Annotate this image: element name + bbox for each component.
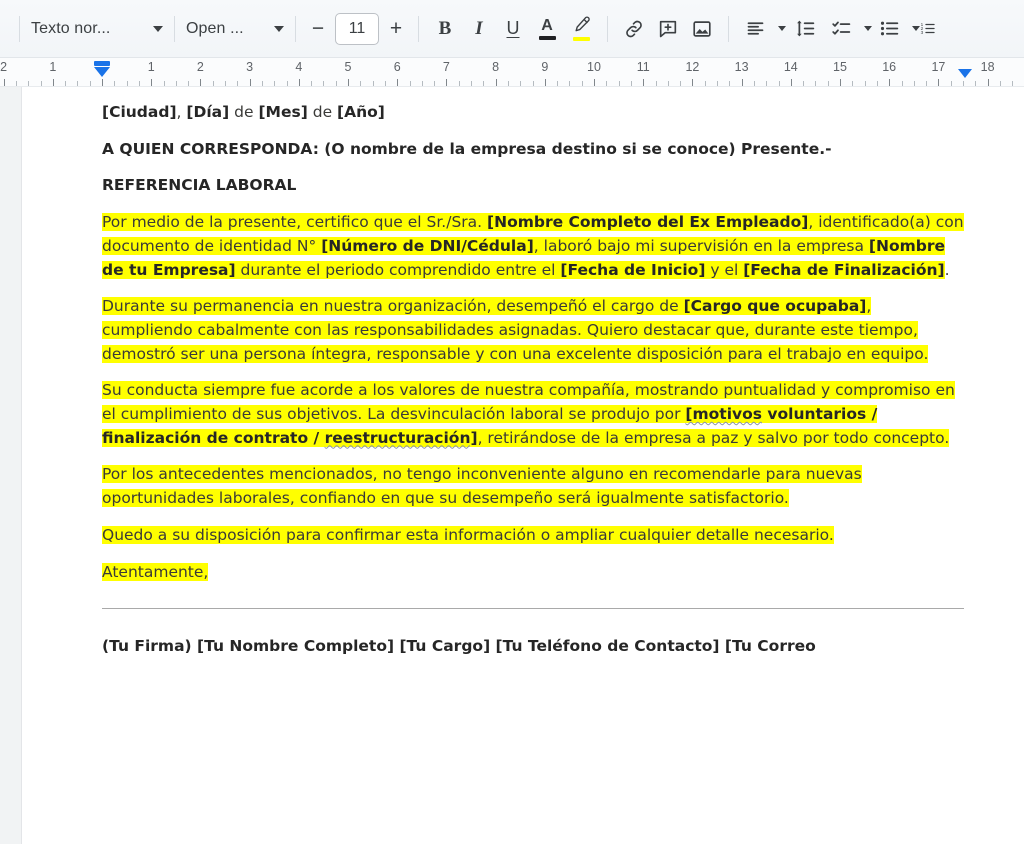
ruler-number: 15 xyxy=(833,60,847,74)
p1-placeholder-company-name: [Nombre de tu Empresa] xyxy=(102,236,946,279)
chevron-down-icon xyxy=(274,26,284,32)
date-day: [Día] xyxy=(186,103,230,121)
paragraph-style-label: Texto nor... xyxy=(31,19,111,37)
ruler-tick xyxy=(606,81,607,86)
ruler-tick xyxy=(311,81,312,86)
chevron-down-icon xyxy=(153,26,163,32)
ruler-tick xyxy=(213,81,214,86)
bulleted-list-button[interactable] xyxy=(872,12,906,46)
insert-link-button[interactable] xyxy=(617,12,651,46)
ruler-number: 1 xyxy=(147,60,155,74)
toolbar-divider xyxy=(19,16,20,42)
document-body[interactable] xyxy=(22,87,1024,659)
ruler-tick xyxy=(545,79,546,86)
ruler-tick xyxy=(742,79,743,86)
ruler-tick xyxy=(139,81,140,86)
ruler-number: 14 xyxy=(783,60,798,74)
text-align-control[interactable] xyxy=(738,12,786,46)
paragraph-date-line[interactable] xyxy=(102,101,964,125)
ruler-tick xyxy=(65,81,66,86)
toolbar-divider xyxy=(607,16,608,42)
p3-placeholder-reason-start: [motivos xyxy=(685,405,763,424)
ruler-tick xyxy=(815,81,816,86)
underline-button[interactable] xyxy=(496,12,530,46)
p1-text-3: , laboró bajo mi supervisión en la empresa xyxy=(533,236,869,255)
font-size-stepper xyxy=(305,13,409,45)
ruler-tick xyxy=(102,79,103,86)
ruler-tick xyxy=(594,79,595,86)
date-year: [Año] xyxy=(337,103,385,121)
ruler-tick xyxy=(151,79,152,86)
paragraph-2[interactable] xyxy=(102,295,964,366)
ruler-tick xyxy=(766,81,767,86)
ruler-tick xyxy=(299,79,300,86)
ruler-tick xyxy=(323,81,324,86)
paragraph-style-dropdown[interactable] xyxy=(29,12,165,46)
increase-font-size-button[interactable]: + xyxy=(389,17,403,40)
text-color-icon xyxy=(539,18,556,40)
font-family-label: Open ... xyxy=(186,19,244,37)
ruler-tick xyxy=(668,81,669,86)
p1-text-1: Por medio de la presente, certifico que el Sr./Sra. xyxy=(102,213,488,232)
ruler-tick xyxy=(471,81,472,86)
p2-text-1: Durante su permanencia en nuestra organización, desempeñó el cargo de xyxy=(102,297,684,316)
ruler-tick xyxy=(520,81,521,86)
underline-icon: U xyxy=(506,18,520,38)
bulleted-list-control[interactable] xyxy=(872,12,920,46)
ruler-tick xyxy=(385,81,386,86)
checklist-icon xyxy=(831,18,852,39)
ruler-tick xyxy=(348,79,349,86)
toolbar-divider xyxy=(418,16,419,42)
ruler-tick xyxy=(508,81,509,86)
ruler-tick xyxy=(975,81,976,86)
ruler-tick xyxy=(803,81,804,86)
ruler-number: 2 xyxy=(0,60,8,74)
p2-text-2: , cumpliendo cabalmente con las responsabilidades asignadas. Quiero destacar que, durante este tiempo, demostró ser una persona íntegra, responsable y con una excelente disposición para el trabajo en equipo. xyxy=(102,297,929,363)
left-indent-bar xyxy=(94,61,110,66)
ruler-tick xyxy=(41,81,42,86)
ruler-tick xyxy=(619,81,620,86)
ruler-number: 8 xyxy=(492,60,500,74)
ruler-tick xyxy=(865,81,866,86)
paragraph-5[interactable] xyxy=(102,524,964,548)
ruler-tick xyxy=(53,79,54,86)
ruler-tick xyxy=(114,81,115,86)
ruler-number: 7 xyxy=(442,60,450,74)
ruler-tick xyxy=(643,79,644,86)
ruler-tick xyxy=(631,81,632,86)
checklist-button[interactable] xyxy=(824,12,858,46)
ruler-tick xyxy=(28,81,29,86)
ruler-tick xyxy=(459,81,460,86)
ruler-tick xyxy=(483,81,484,86)
ruler-tick xyxy=(569,81,570,86)
p3-placeholder-bracket: ] xyxy=(470,428,478,447)
ruler-tick xyxy=(422,81,423,86)
ruler-tick xyxy=(1000,81,1001,86)
ruler-tick xyxy=(705,81,706,86)
ruler-number: 2 xyxy=(196,60,204,74)
line-spacing-button[interactable] xyxy=(786,12,824,46)
toolbar-divider xyxy=(174,16,175,42)
highlighter-icon xyxy=(571,16,591,41)
paragraph-3[interactable] xyxy=(102,379,964,450)
bold-button[interactable] xyxy=(428,12,462,46)
ruler-tick xyxy=(692,79,693,86)
ruler-number: 18 xyxy=(980,60,995,74)
p1-text-6: . xyxy=(944,260,950,279)
ruler-number: 4 xyxy=(295,60,303,74)
text-color-swatch xyxy=(539,36,556,40)
ruler-tick xyxy=(127,81,128,86)
text-color-button[interactable] xyxy=(530,12,564,46)
p1-placeholder-end-date: [Fecha de Finalización] xyxy=(743,260,945,279)
date-month: [Mes] xyxy=(258,103,308,121)
ruler-tick xyxy=(250,79,251,86)
ruler-tick xyxy=(4,79,5,86)
ruler-tick xyxy=(446,79,447,86)
paragraph-1[interactable] xyxy=(102,211,964,282)
ruler-tick xyxy=(90,81,91,86)
ruler-number: 13 xyxy=(734,60,749,74)
ruler-tick xyxy=(237,81,238,86)
ruler-tick xyxy=(828,81,829,86)
ruler-tick xyxy=(188,81,189,86)
ruler-tick xyxy=(200,79,201,86)
chevron-down-icon xyxy=(778,26,786,31)
italic-button[interactable] xyxy=(462,12,496,46)
svg-text:1: 1 xyxy=(920,21,924,27)
ruler-tick xyxy=(373,81,374,86)
p4-text: Por los antecedentes mencionados, no tengo inconveniente alguno en recomendarle para nuevas oportunidades laborales, confiando en que su desempeño será igualmente satisfactorio. xyxy=(102,465,862,508)
ruler-number: 16 xyxy=(882,60,897,74)
bulleted-list-icon xyxy=(879,18,900,39)
ruler-tick xyxy=(77,81,78,86)
ruler-tick xyxy=(582,81,583,86)
ruler-tick xyxy=(791,79,792,86)
chevron-down-icon xyxy=(864,26,872,31)
ruler-tick xyxy=(889,79,890,86)
p3-text-1: Su conducta siempre fue acorde a los valores de nuestra compañía, mostrando puntualidad y compromiso en el cumplimiento de sus objetivos. La desvinculación laboral se produjo por xyxy=(102,381,955,424)
p1-text-5: y el xyxy=(705,260,744,279)
horizontal-ruler[interactable] xyxy=(0,58,1024,87)
chevron-down-icon xyxy=(912,26,920,31)
link-icon xyxy=(623,18,645,40)
ruler-number: 10 xyxy=(587,60,601,74)
left-indent-triangle xyxy=(94,67,110,77)
insert-image-button[interactable] xyxy=(685,12,719,46)
ruler-tick xyxy=(656,81,657,86)
insert-image-icon xyxy=(691,18,713,40)
font-size-input[interactable]: 11 xyxy=(335,13,379,45)
add-comment-button[interactable] xyxy=(651,12,685,46)
highlight-color-button[interactable] xyxy=(564,12,598,46)
ruler-number: 12 xyxy=(685,60,700,74)
ruler-tick xyxy=(729,81,730,86)
font-family-dropdown[interactable] xyxy=(184,12,286,46)
p2-placeholder-position: [Cargo que ocupaba] xyxy=(683,297,867,316)
paragraph-subject[interactable]: REFERENCIA LABORAL xyxy=(102,176,297,195)
ruler-tick xyxy=(336,81,337,86)
toolbar-divider xyxy=(728,16,729,42)
decrease-font-size-button[interactable]: − xyxy=(311,17,325,40)
p3-text-2: , retirándose de la empresa a paz y salvo por todo concepto. xyxy=(477,428,950,447)
ruler-tick xyxy=(717,81,718,86)
ruler-number: 6 xyxy=(393,60,401,74)
ruler-number: 3 xyxy=(246,60,254,74)
date-sep3: de xyxy=(307,103,338,121)
ruler-tick xyxy=(852,81,853,86)
paragraph-4[interactable] xyxy=(102,463,964,510)
date-city: [Ciudad] xyxy=(102,103,177,121)
svg-text:2: 2 xyxy=(920,25,924,31)
ruler-tick xyxy=(1012,81,1013,86)
date-sep2: de xyxy=(229,103,259,121)
ruler-tick xyxy=(840,79,841,86)
paragraph-signature-block[interactable]: (Tu Firma) [Tu Nombre Completo] [Tu Cargo] [Tu Teléfono de Contacto] [Tu Correo xyxy=(102,637,816,656)
date-sep1: , xyxy=(176,103,187,121)
ruler-tick xyxy=(16,81,17,86)
add-comment-icon xyxy=(657,18,679,40)
ruler-tick xyxy=(779,81,780,86)
right-indent-triangle xyxy=(958,69,972,78)
ruler-tick xyxy=(963,81,964,86)
ruler-tick xyxy=(988,79,989,86)
ruler-number: 1 xyxy=(49,60,57,74)
ruler-tick xyxy=(225,81,226,86)
ruler-number: 11 xyxy=(636,60,650,74)
ruler-tick xyxy=(533,81,534,86)
p1-placeholder-id-number: [Número de DNI/Cédula] xyxy=(321,236,534,255)
checklist-control[interactable] xyxy=(824,12,872,46)
text-color-letter: A xyxy=(541,16,553,34)
numbered-list-button[interactable] xyxy=(920,12,936,46)
highlighter-pen-glyph xyxy=(571,16,591,34)
ruler-tick xyxy=(434,81,435,86)
ruler-tick xyxy=(877,81,878,86)
closing-text: Atentamente, xyxy=(102,562,209,581)
p1-placeholder-start-date: [Fecha de Inicio] xyxy=(560,260,706,279)
ruler-tick xyxy=(557,81,558,86)
ruler-tick xyxy=(360,81,361,86)
ruler-tick xyxy=(410,81,411,86)
p1-text-2: , identificado(a) con documento de identidad N° xyxy=(102,213,964,255)
p1-placeholder-employee-name: [Nombre Completo del Ex Empleado] xyxy=(487,213,809,232)
ruler-tick xyxy=(926,81,927,86)
p1-text-4: durante el periodo comprendido entre el xyxy=(235,260,561,279)
ruler-tick xyxy=(164,81,165,86)
ruler-tick xyxy=(680,81,681,86)
bold-icon: B xyxy=(438,17,452,39)
page-left-gutter xyxy=(0,87,22,844)
ruler-number: 9 xyxy=(541,60,549,74)
numbered-list-icon xyxy=(920,18,936,39)
ruler-tick xyxy=(496,79,497,86)
ruler-tick xyxy=(902,81,903,86)
ruler-number: 17 xyxy=(931,60,946,74)
ruler-tick xyxy=(274,81,275,86)
ruler-tick xyxy=(287,81,288,86)
ruler-tick xyxy=(938,79,939,86)
ruler-tick xyxy=(914,81,915,86)
ruler-tick xyxy=(754,81,755,86)
svg-text:3: 3 xyxy=(920,29,924,35)
formatting-toolbar xyxy=(0,0,1024,58)
p3-placeholder-reason-mid: voluntarios / finalización de contrato / xyxy=(102,405,878,447)
align-left-button[interactable] xyxy=(738,12,772,46)
p3-placeholder-reason-end: reestructuración xyxy=(324,428,471,447)
paragraph-closing[interactable] xyxy=(102,561,964,585)
italic-icon: I xyxy=(475,17,483,39)
ruler-number: 5 xyxy=(344,60,352,74)
line-spacing-icon xyxy=(795,18,816,39)
highlight-color-swatch xyxy=(573,37,590,41)
ruler-tick xyxy=(951,81,952,86)
paragraph-addressee[interactable]: A QUIEN CORRESPONDA: (O nombre de la empresa destino si se conoce) Presente.- xyxy=(102,139,832,158)
toolbar-divider xyxy=(295,16,296,42)
horizontal-divider xyxy=(102,608,964,609)
p5-text: Quedo a su disposición para confirmar esta información o ampliar cualquier detalle necesario. xyxy=(102,525,834,544)
align-left-icon xyxy=(745,18,766,39)
ruler-tick xyxy=(176,81,177,86)
ruler-tick xyxy=(262,81,263,86)
ruler-tick xyxy=(397,79,398,86)
document-page[interactable] xyxy=(22,87,1024,844)
document-canvas xyxy=(0,87,1024,844)
